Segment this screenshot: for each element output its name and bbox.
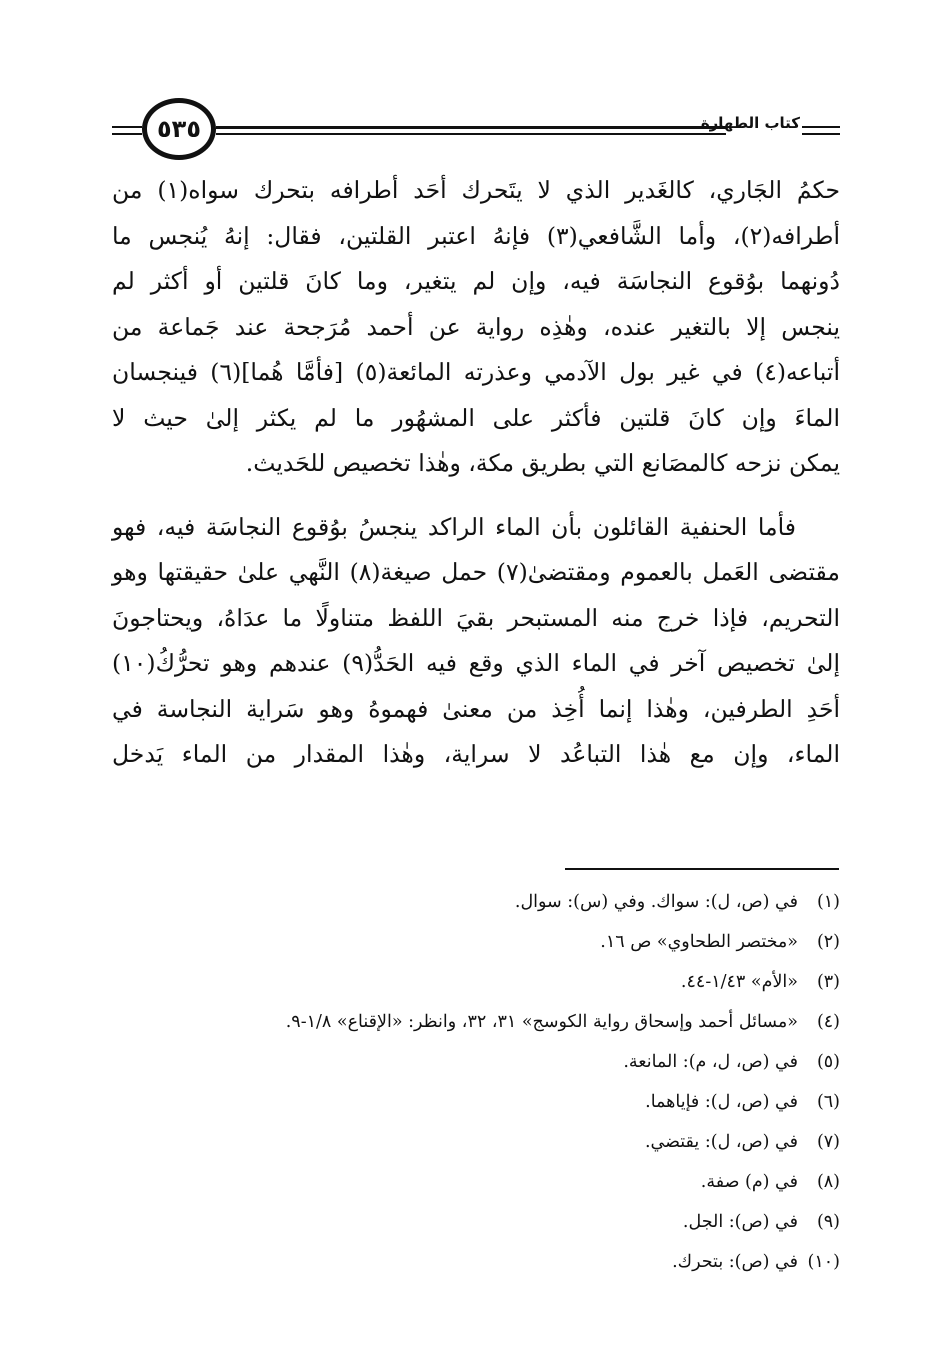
text-line: أتباعه(٤) في غير بول الآدمي وعذرته المائعة(٥) [فأمَّا هُما](٦) فينجسان xyxy=(112,358,840,386)
footnote-text: في (ص): بتحرك. xyxy=(672,1252,798,1272)
footnote-text: في (ص، ل): فإياهما. xyxy=(645,1092,798,1112)
footnote-text: في (ص، ل): يقتضي. xyxy=(644,1132,798,1152)
footnote-number: (٢) xyxy=(816,932,840,952)
text-line: دُونهما بوُقوع النجاسَة فيه، وإن لم يتغير، وما كانَ قلتين أو أكثر لم xyxy=(112,267,840,295)
footnote-number: (٤) xyxy=(816,1012,840,1032)
header-rule-right xyxy=(802,126,840,135)
footnote xyxy=(112,922,840,962)
text-line: ينجس إلا بالتغير عنده، وهٰذِه رواية عن أحمد مُرَجحة عند جَماعة من xyxy=(112,312,840,341)
footnote-text: «الأم» ١/٤٣-٤٤. xyxy=(680,972,798,992)
footnote-number: (٧) xyxy=(816,1132,840,1152)
footnote xyxy=(112,1002,840,1042)
text-line: إلىٰ تخصيص آخر في الماء الذي وقع فيه الحَدُّ(٩) عندهم وهو تحرُّكُ(١٠) xyxy=(112,649,840,677)
footnote xyxy=(112,962,840,1002)
footnote-text: في (ص، ل): سواك. وفي (س): سوال. xyxy=(514,892,798,912)
footnote-number: (٣) xyxy=(816,972,840,992)
header-rule-middle xyxy=(216,126,726,135)
footnote xyxy=(112,1162,840,1202)
footnote-text: «مسائل أحمد وإسحاق رواية الكوسج» ٣١، ٣٢، وانظر: «الإقناع» ١/٨-٩. xyxy=(285,1012,798,1032)
footnote-number: (٥) xyxy=(816,1052,840,1072)
footnote-text: في (ص، ل، م): المانعة. xyxy=(623,1052,798,1072)
footnote xyxy=(112,1122,840,1162)
page-number: ٥٣٥ xyxy=(157,115,201,143)
page-header xyxy=(112,96,840,166)
text-line: التحريم، فإذا خرج منه المستبحر بقيَ اللفظ متناولًا ما عدَاهُ، ويحتاجونَ xyxy=(112,603,840,632)
main-text xyxy=(112,168,840,778)
footnote xyxy=(112,882,840,922)
footnote xyxy=(112,1202,840,1242)
footnote xyxy=(112,1082,840,1122)
footnote xyxy=(112,1042,840,1082)
page-number-badge xyxy=(142,98,216,160)
footnote-number: (١) xyxy=(816,892,840,912)
paragraph-1 xyxy=(112,168,840,441)
paragraph-1-last-line xyxy=(112,441,840,487)
text-line: أطرافه(٢)، وأما الشَّافعي(٣) فإنهُ اعتبر القلتين، فقال: إنهُ يُنجس ما xyxy=(112,221,840,250)
footnote-number: (٦) xyxy=(816,1092,840,1112)
header-rule-left xyxy=(112,126,142,135)
footnote-separator xyxy=(565,868,839,870)
text-line: حكمُ الجَاري، كالغَدير الذي لا يتَحرك أحَد أطرافه بتحرك سواه(١) من xyxy=(112,176,840,204)
footnote xyxy=(112,1242,840,1282)
footnote-text: في (م) صفة. xyxy=(700,1172,798,1192)
footnote-number: (٩) xyxy=(816,1212,840,1232)
paragraph-2 xyxy=(112,505,840,778)
text-line: الماءَ وإن كانَ قلتين فأكثر على المشهُور ما لم يكثر إلىٰ حيث لا xyxy=(112,403,840,432)
footnote-number: (٨) xyxy=(816,1172,840,1192)
text-line: يمكن نزحه كالمصَانع التي بطريق مكة، وهٰذا تخصيص للحَديث. xyxy=(245,449,840,477)
footnote-number: (١٠) xyxy=(807,1252,840,1272)
text-line: أحَدِ الطرفين، وهٰذا إنما أُخِذ من معنىٰ فهموهُ وهو سَراية النجاسة في xyxy=(112,694,840,723)
text-line: مقتضى العَمل بالعموم ومقتضىٰ(٧) حمل صيغة(٨) النَّهي علىٰ حقيقتها وهو xyxy=(112,558,841,586)
footnote-text: «مختصر الطحاوي» ص ١٦. xyxy=(600,932,798,952)
footnotes xyxy=(112,882,840,1282)
text-line: الماء، وإن مع هٰذا التباعُد لا سراية، وهٰذا المقدار من الماء يَدخل xyxy=(112,740,840,768)
text-line: فأما الحنفية القائلون بأن الماء الراكد ينجسُ بوُقوع النجاسَة فيه، فهو xyxy=(112,512,796,541)
running-title: كتاب الطهارة xyxy=(700,114,800,132)
footnote-text: في (ص): الجل. xyxy=(682,1212,798,1232)
